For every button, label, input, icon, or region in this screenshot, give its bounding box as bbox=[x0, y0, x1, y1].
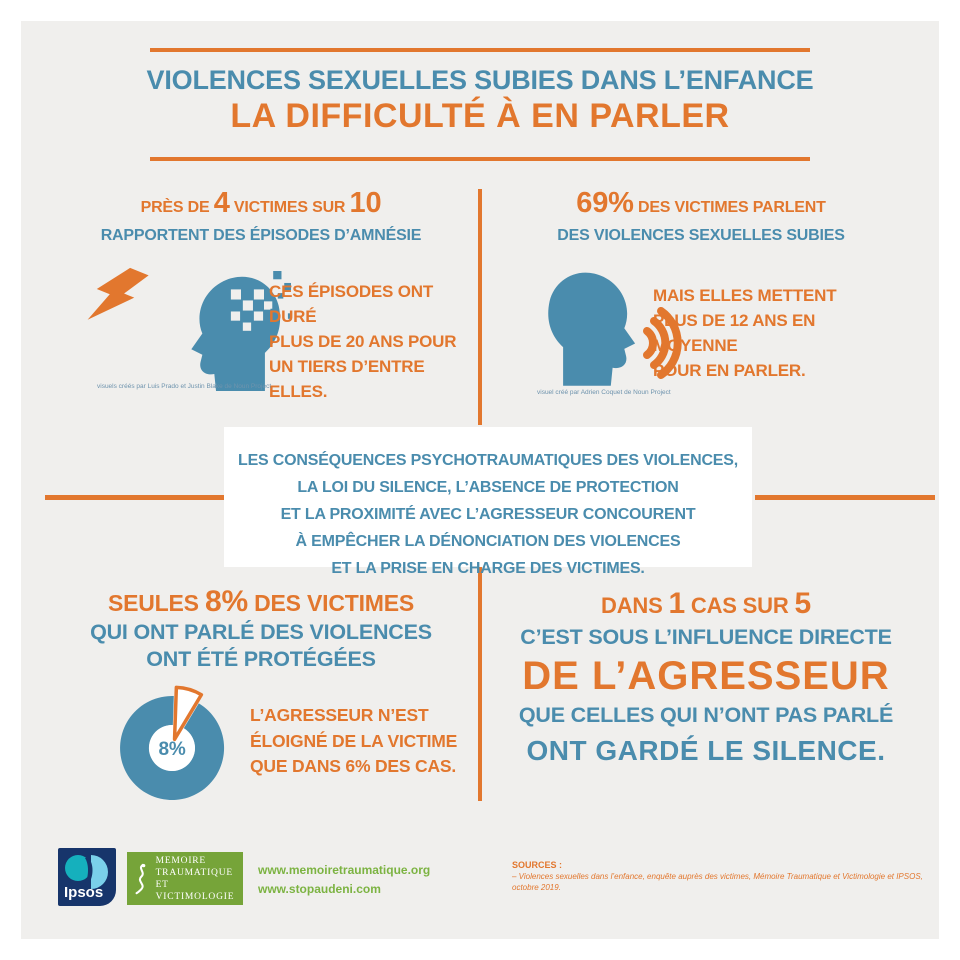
stat-agresseur-line2: C’EST SOUS L’INFLUENCE DIRECTE bbox=[520, 625, 892, 649]
ipsos-logo bbox=[58, 848, 116, 906]
center-message-line: ET LA PRISE EN CHARGE DES VICTIMES. bbox=[331, 560, 645, 577]
sources-line: – Violences sexuelles dans l’enfance, enquête auprès des victimes, Mémoire Traumatique et Victimologie et IPSOS, octobre 2019. bbox=[512, 872, 923, 892]
ipsos-logo-text: Ipsos bbox=[64, 884, 104, 901]
url-memoiretraumatique: www.memoiretraumatique.org bbox=[258, 863, 431, 877]
center-message-line: À EMPÊCHER LA DÉNONCIATION DES VIOLENCES bbox=[295, 533, 681, 550]
stat-parlent-heading bbox=[481, 189, 921, 250]
center-message-line: ET LA PROXIMITÉ AVEC L’AGRESSEUR CONCOURENT bbox=[280, 506, 696, 523]
stat-parlent-heading-line2: DES VIOLENCES SEXUELLES SUBIES bbox=[557, 227, 845, 244]
center-message-line: LES CONSÉQUENCES PSYCHOTRAUMATIQUES DES VIOLENCES, bbox=[238, 452, 738, 469]
memoire-logo-line: TRAUMATIQUE bbox=[155, 867, 233, 878]
donut-center-label: 8% bbox=[158, 739, 186, 760]
sources-title: SOURCES : bbox=[512, 860, 563, 870]
content-panel bbox=[21, 21, 939, 939]
heading-text: DES VICTIMES bbox=[247, 590, 415, 616]
divider-horizontal-left bbox=[45, 495, 225, 500]
page-title-line1: VIOLENCES SEXUELLES SUBIES DANS L’ENFANCE bbox=[146, 65, 814, 95]
memoire-logo-line: MEMOIRE bbox=[155, 855, 207, 866]
center-message-line: LA LOI DU SILENCE, L’ABSENCE DE PROTECTION bbox=[297, 479, 679, 496]
url-stopaudeni: www.stopaudeni.com bbox=[258, 882, 381, 896]
memoire-traumatique-logo bbox=[127, 852, 243, 905]
body-line: MAIS ELLES METTENT bbox=[653, 286, 837, 305]
body-line: POUR EN PARLER. bbox=[653, 361, 806, 380]
body-line: PLUS DE 12 ANS EN MOYENNE bbox=[653, 311, 816, 355]
stat-amnesia-heading-line2: RAPPORTENT DES ÉPISODES D’AMNÉSIE bbox=[100, 227, 422, 244]
stat-parlent-heading-line1 bbox=[481, 189, 921, 222]
body-line: PLUS DE 20 ANS POUR bbox=[269, 332, 457, 351]
noun-project-credit-left: visuels créés par Luis Prado et Justin Blake de Noun Project bbox=[97, 383, 272, 390]
stat-agresseur-line4: QUE CELLES QUI N’ONT PAS PARLÉ bbox=[518, 703, 894, 727]
lightning-bolt-icon bbox=[85, 259, 149, 334]
heading-text: DES VICTIMES PARLENT bbox=[633, 199, 826, 216]
heading-number: 1 bbox=[668, 587, 685, 620]
heading-number: 5 bbox=[794, 587, 811, 620]
stat-parlent-body bbox=[653, 283, 903, 383]
stat-agresseur-block bbox=[481, 587, 931, 770]
amnesia-head-icon bbox=[79, 257, 291, 391]
stat-protegees-heading-line1 bbox=[41, 586, 481, 619]
heading-number: 10 bbox=[349, 187, 382, 219]
memoire-logo-text bbox=[156, 855, 235, 903]
heading-number: 8% bbox=[204, 585, 248, 618]
center-message-box bbox=[224, 427, 752, 577]
heading-text: SEULES bbox=[107, 590, 205, 616]
stat-agresseur-line5: ONT GARDÉ LE SILENCE. bbox=[526, 735, 886, 766]
stat-protegees-heading-line2: QUI ONT PARLÉ DES VIOLENCES bbox=[90, 620, 432, 644]
heading-text: VICTIMES SUR bbox=[229, 199, 350, 216]
page-title-line2: LA DIFFICULTÉ À EN PARLER bbox=[230, 97, 730, 135]
heading-text: PRÈS DE bbox=[140, 199, 214, 216]
stat-protegees-body bbox=[250, 703, 480, 780]
heading-number: 69% bbox=[576, 187, 634, 219]
stat-protegees-heading-line3: ONT ÉTÉ PROTÉGÉES bbox=[146, 647, 376, 671]
header-top-rule bbox=[150, 48, 810, 52]
heading-number: 4 bbox=[213, 187, 230, 219]
body-line: L’AGRESSEUR N’EST bbox=[250, 705, 429, 725]
memoire-logo-line: ET VICTIMOLOGIE bbox=[155, 879, 235, 902]
stat-amnesia-heading-line1 bbox=[41, 189, 481, 222]
heading-text: CAS SUR bbox=[685, 593, 795, 618]
body-line: ÉLOIGNÉ DE LA VICTIME bbox=[250, 730, 458, 751]
stat-amnesia-heading bbox=[41, 189, 481, 250]
stat-amnesia-body bbox=[269, 279, 479, 404]
body-line: CES ÉPISODES ONT DURÉ bbox=[269, 282, 434, 326]
header-bottom-rule bbox=[150, 157, 810, 161]
memoire-logo-glyph bbox=[135, 859, 148, 899]
sources-block bbox=[512, 859, 932, 893]
body-line: QUE DANS 6% DES CAS. bbox=[250, 756, 457, 776]
body-line: UN TIERS D’ENTRE ELLES. bbox=[269, 357, 425, 401]
donut-chart-8-percent bbox=[97, 658, 247, 823]
stat-agresseur-line1 bbox=[481, 587, 931, 623]
stat-agresseur-line3: DE L’AGRESSEUR bbox=[522, 654, 890, 698]
footer-urls bbox=[258, 861, 430, 899]
noun-project-credit-right: visuel créé par Adrien Coquet de Noun Project bbox=[537, 389, 671, 396]
divider-horizontal-right bbox=[755, 495, 935, 500]
heading-text: DANS bbox=[601, 593, 669, 618]
